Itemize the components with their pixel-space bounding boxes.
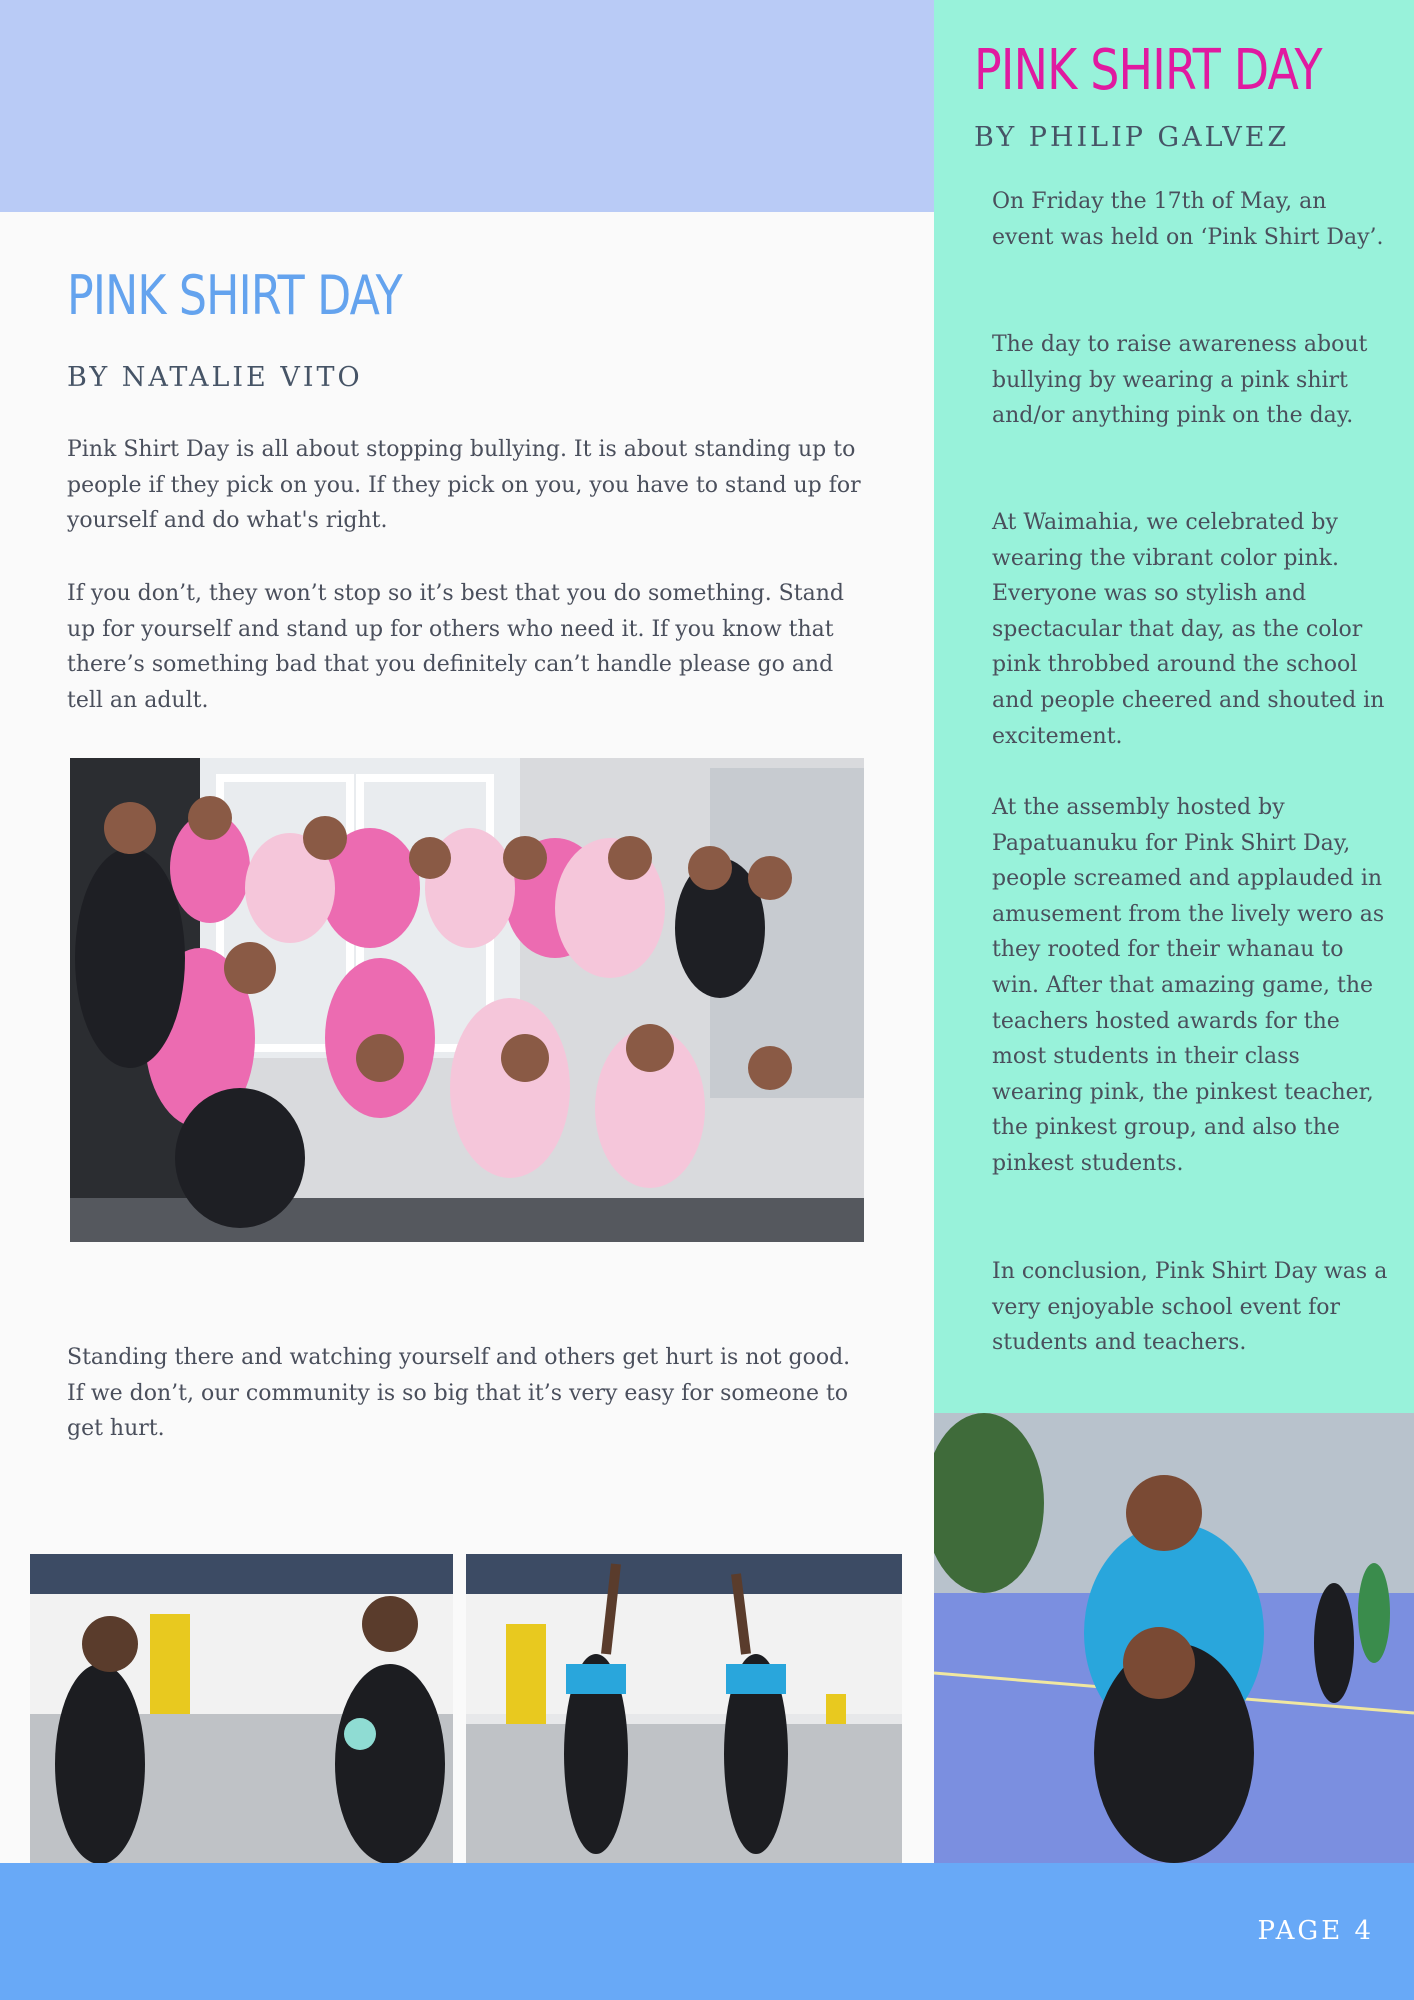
footer-band bbox=[0, 1863, 1414, 2000]
left-paragraph-2: If you don’t, they won’t stop so it’s best that you do something. Stand up for yourself and stand up for others who need it. If you know that there’s something bad that you definitely can’t handle please go and tell an adult. bbox=[67, 581, 844, 713]
top-color-band bbox=[0, 0, 934, 212]
right-paragraph-4: At the assembly hosted by Papatuanuku for Pink Shirt Day, people screamed and applauded in amusement from the lively wero as they rooted for their whanau to win. After that amazing game, the teachers hosted awards for the most students in their class wearing pink, the pinkest teacher, the pinkest group, and also the pinkest students. bbox=[992, 795, 1385, 1176]
photo-students-pointing-up bbox=[466, 1554, 902, 1863]
right-paragraph-2: The day to raise awareness about bullying by wearing a pink shirt and/or anything pink on the day. bbox=[992, 332, 1368, 429]
right-paragraph-3: At Waimahia, we celebrated by wearing the vibrant color pink. Everyone was so stylish and spectacular that day, as the color pink throbbed around the school and people cheered and shouted in excitement. bbox=[992, 510, 1385, 749]
left-paragraph-3: Standing there and watching yourself and others get hurt is not good. If we don’t, our community is so big that it’s very easy for someone to get hurt. bbox=[67, 1345, 851, 1442]
group-photo bbox=[70, 758, 864, 1242]
photo-piggyback-students bbox=[934, 1413, 1414, 1863]
page-number: PAGE 4 bbox=[1257, 1916, 1374, 1946]
right-article-byline: BY PHILIP GALVEZ bbox=[974, 122, 1290, 153]
right-paragraph-1: On Friday the 17th of May, an event was held on ‘Pink Shirt Day’. bbox=[992, 189, 1384, 250]
photo-two-students-talking bbox=[30, 1554, 453, 1863]
left-paragraph-1: Pink Shirt Day is all about stopping bullying. It is about standing up to people if they pick on you. If they pick on you, you have to stand up for yourself and do what's right. bbox=[67, 437, 861, 534]
right-article-title: PINK SHIRT DAY bbox=[974, 38, 1322, 103]
left-article-title: PINK SHIRT DAY bbox=[67, 264, 402, 327]
left-article-byline: BY NATALIE VITO bbox=[67, 362, 363, 393]
right-paragraph-5: In conclusion, Pink Shirt Day was a very enjoyable school event for students and teachers. bbox=[992, 1259, 1388, 1356]
